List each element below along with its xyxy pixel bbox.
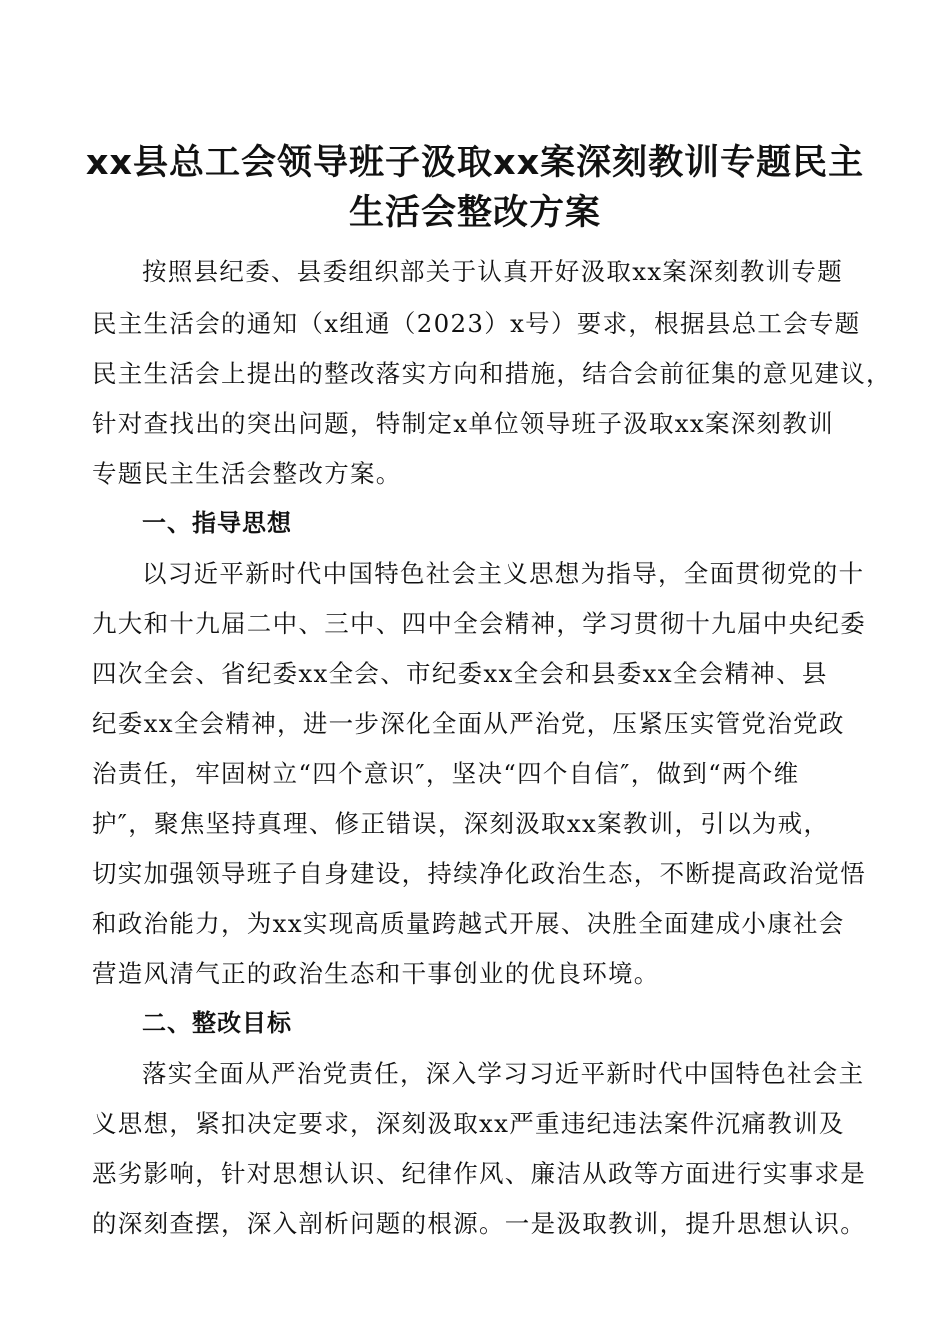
document-title-line-2: 生活会整改方案 <box>348 193 601 233</box>
section2-line: 落实全面从严治党责任，深入学习习近平新时代中国特色社会主 <box>142 1059 865 1088</box>
section1-line: 纪委xx全会精神，进一步深化全面从严治党，压紧压实管党治党政 <box>92 709 845 738</box>
section1-line: 和政治能力，为xx实现高质量跨越式开展、决胜全面建成小康社会 <box>92 909 845 938</box>
section-heading-rectification-goals: 二、整改目标 <box>142 1009 292 1037</box>
section2-line: 义思想，紧扣决定要求，深刻汲取xx严重违纪违法案件沉痛教训及 <box>92 1109 845 1138</box>
section1-line: 营造风清气正的政治生态和干事创业的优良环境。 <box>92 959 660 988</box>
intro-line: 针对查找出的突出问题，特制定x单位领导班子汲取xx案深刻教训 <box>92 409 834 438</box>
section2-line: 恶劣影响，针对思想认识、纪律作风、廉洁从政等方面进行实事求是 <box>92 1159 866 1188</box>
section1-line: 以习近平新时代中国特色社会主义思想为指导，全面贯彻党的十 <box>142 559 865 588</box>
section-heading-guiding-thought: 一、指导思想 <box>142 509 292 537</box>
section2-line: 的深刻查摆，深入剖析问题的根源。一是汲取教训，提升思想认识。 <box>92 1209 866 1238</box>
intro-line: 民主生活会的通知（x组通（2023）x号）要求，根据县总工会专题 <box>92 309 861 338</box>
section1-line: 切实加强领导班子自身建设，持续净化政治生态，不断提高政治觉悟 <box>92 859 866 888</box>
document-title-line-1: xx县总工会领导班子汲取xx案深刻教训专题民主 <box>85 143 865 183</box>
intro-line: 专题民主生活会整改方案。 <box>92 459 402 488</box>
section1-line: 治责任，牢固树立“四个意识″，坚决“四个自信″，做到“两个维 <box>92 759 800 788</box>
intro-line: 民主生活会上提出的整改落实方向和措施，结合会前征集的意见建议， <box>92 359 892 388</box>
section1-line: 四次全会、省纪委xx全会、市纪委xx全会和县委xx全会精神、县 <box>92 659 828 688</box>
intro-line: 按照县纪委、县委组织部关于认真开好汲取xx案深刻教训专题 <box>142 257 844 286</box>
section1-line: 护″，聚焦坚持真理、修正错误，深刻汲取xx案教训，引以为戒， <box>92 809 830 838</box>
section1-line: 九大和十九届二中、三中、四中全会精神，学习贯彻十九届中央纪委 <box>92 609 866 638</box>
